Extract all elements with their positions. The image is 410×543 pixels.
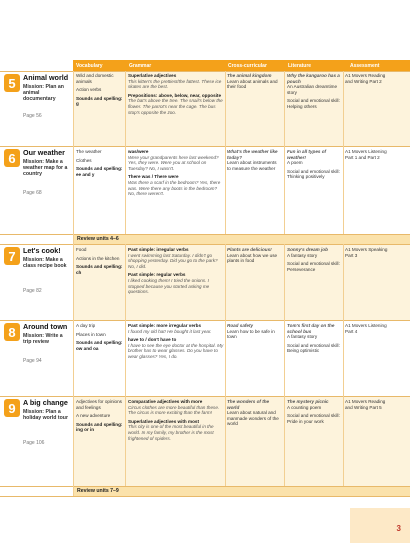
column-divider [125,71,126,234]
row-divider [0,71,410,72]
table-header [73,60,410,71]
vocab-cell: Adjectives for opinions and feelings A new adventure Sounds and spelling: ing or in [76,399,123,433]
unit-mission: Mission: Make a class recipe book [23,257,67,270]
review-band [73,234,410,244]
unit-card [0,146,73,234]
unit-number: 9 [4,399,20,417]
assessment-cell: A1 Movers Reading and Writing Part 5 [345,399,386,410]
column-divider [73,71,74,496]
column-divider [343,244,344,486]
header-assessment: Assessment [350,62,380,69]
row-divider [0,320,410,321]
literature-cell: Tom's first day on the school bus A fantasy story Social and emotional skill: Being optimistic [287,323,340,354]
grammar-cell: Past simple: irregular verbs I went swimming last Saturday. I didn't go shopping yesterday. Did you go to the park? No, I did. Past simple: regular verbs I liked cooking them! I tried the onions. I stopped because you started asking me questions. [128,247,218,295]
cross-curricular-cell: The wonders of the world Learn about natural and manmade wonders of the world [227,399,279,427]
header-cross-curricular: Cross-curricular [228,62,267,69]
literature-cell: The mystery picnic A counting poem Social and emotional skill: Pride in your work [287,399,340,424]
column-divider [343,71,344,234]
vocab-cell: The weather Clothes Sounds and spelling: ee and y [76,149,123,177]
grammar-cell: Comparative adjectives with more Circus clothes are more beautiful than these. The circus is more exciting than the farm! Superlative adjectives with most This city is one of the most beautiful in the world. In my family, my brother is the most frightened of spiders. [128,399,220,441]
row-divider [0,146,410,147]
unit-number: 7 [4,247,20,265]
header-grammar: Grammar [129,62,152,69]
grammar-cell: Past simple: more irregular verbs I found my old hat! He bought it last year. have to / don't have to I have to see the eye doctor at the hospital. My brother has to wear glasses. Do you have to wear glasses? Yes, I do. [128,323,224,359]
unit-title: Animal world [23,73,69,82]
literature-cell: Fun in all types of weather! A poem Social and emotional skill: Thinking positively [287,149,340,180]
unit-title: A big change [23,398,68,407]
unit-card [0,244,73,320]
unit-page: Page 56 [23,113,42,119]
header-literature: Literature [288,62,312,69]
unit-mission: Mission: Write a trip review [23,333,63,346]
assessment-cell: A1 Movers Reading and Writing Part 2 [345,73,386,84]
assessment-cell: A1 Movers Listening Part 1 and Part 2 [345,149,387,160]
unit-title: Around town [23,322,68,331]
unit-mission: Mission: Plan a holiday world tour [23,409,68,422]
unit-title: Our weather [23,148,65,157]
unit-title: Let's cook! [23,246,61,255]
unit-mission: Mission: Plan an animal documentary [23,84,64,103]
literature-cell: Sonny's dream job A fantasy story Social and emotional skill: Perseverance [287,247,340,272]
row-divider [0,486,410,487]
row-divider [0,244,410,245]
assessment-cell: A1 Movers Listening Part 4 [345,323,387,334]
review-band [73,486,410,496]
column-divider [284,71,285,234]
column-divider [125,244,126,486]
row-divider [0,496,410,497]
literature-cell: Why the kangaroo has a pouch An Australian dreamtime story Social and emotional skill: Helping others [287,73,340,109]
unit-card [0,71,73,146]
unit-page: Page 68 [23,190,42,196]
unit-page: Page 94 [23,358,42,364]
header-vocabulary: Vocabulary [76,62,103,69]
unit-page: Page 106 [23,440,45,446]
assessment-cell: A1 Movers Speaking Part 3 [345,247,388,258]
unit-page: Page 82 [23,288,42,294]
cross-curricular-cell: Road safety Learn how to be safe in town [227,323,275,340]
cross-curricular-cell: What's the weather like today? Learn about instruments to measure the weather [227,149,278,171]
row-divider [0,396,410,397]
unit-number: 6 [4,149,20,167]
review-label: Review units 7–9 [77,488,119,494]
unit-card [0,320,73,396]
grammar-cell: was/were Were your grandparents here last weekend? Yes, they were. Were you at school on Tuesday? No, I wasn't. There was / There were Was there a scarf in the bedroom? Yes, there was. Were there any boots in the bedroom? No, there weren't. [128,149,221,197]
row-divider [0,234,410,235]
cross-curricular-cell: The animal kingdom Learn about animals and their food [227,73,278,90]
cross-curricular-cell: Plants are delicious! Learn about how we use plants in food [227,247,278,264]
unit-mission: Mission: Make a weather map for a country [23,159,68,178]
unit-number: 5 [4,74,20,92]
unit-number: 8 [4,323,20,341]
column-divider [284,244,285,486]
page-number: 3 [396,524,401,533]
vocab-cell: Wild and domestic animals Action verbs Sounds and spelling: g [76,73,123,107]
column-divider [225,71,226,234]
vocab-cell: Food Actions in the kitchen Sounds and spelling: ch [76,247,123,275]
page-number-tab [350,508,410,543]
column-divider [225,244,226,486]
review-label: Review units 4–6 [77,236,119,242]
vocab-cell: A day trip Places in town Sounds and spelling: ow and oa [76,323,123,351]
grammar-cell: Superlative adjectives This kitten's the prettiest/the fattest. These ice skates are the best. Prepositions: above, below, near, opposite The bat's above the tree. The snail's below the flower. The parrot's near the cage. The bus stop's opposite the zoo. [128,73,223,115]
unit-card [0,396,73,486]
